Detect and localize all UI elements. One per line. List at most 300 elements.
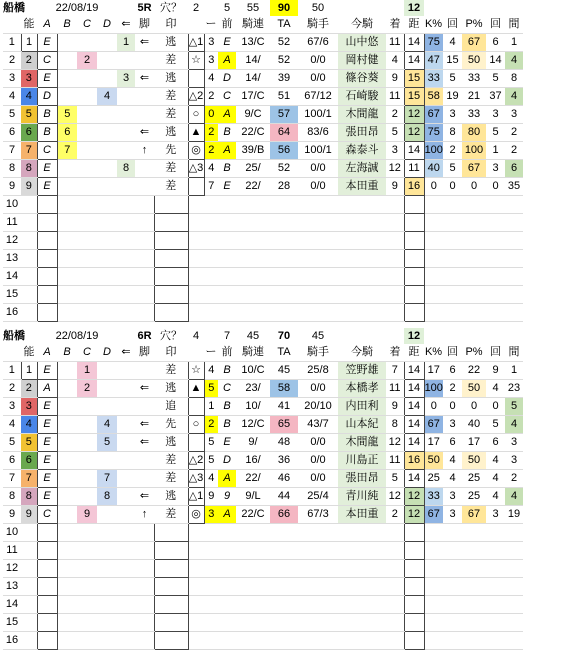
cell-kp[interactable]: 25 xyxy=(424,470,443,488)
cell[interactable] xyxy=(135,614,154,632)
cell-zen[interactable]: 9 xyxy=(218,488,236,506)
blank-cell[interactable] xyxy=(505,0,523,16)
cell-waku[interactable]: 4 xyxy=(21,88,37,106)
cell[interactable] xyxy=(486,542,505,560)
top-kyori[interactable]: 12 xyxy=(404,328,424,344)
column-header[interactable]: D xyxy=(97,16,117,34)
cell-no[interactable]: 9 xyxy=(3,178,21,196)
cell-kyaku[interactable]: 差 xyxy=(154,88,188,106)
cell-waku[interactable]: 8 xyxy=(21,160,37,178)
cell[interactable] xyxy=(404,196,424,214)
cell-no[interactable]: 5 xyxy=(3,106,21,124)
column-header[interactable]: C xyxy=(77,344,97,362)
cell-kyaku[interactable]: 差 xyxy=(154,52,188,70)
blank-cell[interactable] xyxy=(338,328,386,344)
cell[interactable] xyxy=(97,304,117,322)
cell-kan[interactable]: 2 xyxy=(505,142,523,160)
column-header[interactable]: 前 xyxy=(218,344,236,362)
cell[interactable] xyxy=(218,196,236,214)
cell-kishu[interactable]: 0/0 xyxy=(298,452,338,470)
column-header[interactable] xyxy=(188,16,204,34)
cell[interactable] xyxy=(462,524,486,542)
cell-kai2[interactable]: 37 xyxy=(486,88,505,106)
cell-no[interactable]: 8 xyxy=(3,160,21,178)
cell-kiren[interactable]: 10/ xyxy=(236,398,270,416)
cell-B[interactable] xyxy=(77,106,97,124)
cell[interactable] xyxy=(270,614,298,632)
cell-kiren[interactable]: 16/ xyxy=(236,452,270,470)
blank-cell[interactable] xyxy=(204,0,218,16)
cell[interactable] xyxy=(404,250,424,268)
cell[interactable] xyxy=(188,286,204,304)
cell-waku[interactable]: 6 xyxy=(21,452,37,470)
cell[interactable] xyxy=(298,560,338,578)
cell-kyori[interactable]: 14 xyxy=(404,362,424,380)
cell-no[interactable]: 8 xyxy=(3,488,21,506)
cell[interactable] xyxy=(97,214,117,232)
cell[interactable] xyxy=(462,596,486,614)
cell[interactable] xyxy=(236,250,270,268)
cell-kishu[interactable]: 43/7 xyxy=(298,416,338,434)
cell-pp[interactable]: 25 xyxy=(462,470,486,488)
cell[interactable] xyxy=(57,214,77,232)
cell-kan[interactable]: 6 xyxy=(505,160,523,178)
cell-arrow[interactable] xyxy=(135,88,154,106)
cell[interactable] xyxy=(218,268,236,286)
cell-kyori[interactable]: 14 xyxy=(404,52,424,70)
cell-kan[interactable]: 2 xyxy=(505,470,523,488)
cell[interactable] xyxy=(404,542,424,560)
cell-B[interactable] xyxy=(77,452,97,470)
cell[interactable] xyxy=(218,524,236,542)
cell[interactable] xyxy=(298,524,338,542)
cell[interactable] xyxy=(154,232,188,250)
column-header[interactable]: ⇐ xyxy=(117,16,135,34)
cell-no[interactable]: 6 xyxy=(3,124,21,142)
cell[interactable] xyxy=(117,542,135,560)
column-header[interactable]: 今騎 xyxy=(338,344,386,362)
cell[interactable] xyxy=(57,232,77,250)
cell[interactable] xyxy=(97,524,117,542)
cell-num[interactable]: 5 xyxy=(204,380,218,398)
cell-kai2[interactable]: 0 xyxy=(486,178,505,196)
cell-num[interactable]: 4 xyxy=(204,470,218,488)
cell-D[interactable] xyxy=(117,470,135,488)
cell-jockey[interactable]: 左海誠 xyxy=(338,160,386,178)
blank-cell[interactable] xyxy=(505,328,523,344)
cell-D[interactable] xyxy=(117,106,135,124)
cell-zen[interactable]: E xyxy=(218,434,236,452)
cell-kishu[interactable]: 0/0 xyxy=(298,178,338,196)
cell[interactable] xyxy=(443,250,462,268)
blank-cell[interactable] xyxy=(338,0,386,16)
cell-mark[interactable] xyxy=(188,70,204,88)
cell[interactable] xyxy=(97,578,117,596)
cell-mark[interactable]: △3 xyxy=(188,470,204,488)
cell[interactable] xyxy=(424,578,443,596)
cell-waku[interactable]: 9 xyxy=(21,178,37,196)
cell-B[interactable]: 9 xyxy=(77,506,97,524)
cell-kishu[interactable]: 83/6 xyxy=(298,124,338,142)
cell[interactable] xyxy=(21,214,37,232)
cell[interactable] xyxy=(204,232,218,250)
cell-B[interactable] xyxy=(77,88,97,106)
cell-no[interactable]: 2 xyxy=(3,52,21,70)
column-header[interactable]: C xyxy=(77,16,97,34)
cell[interactable] xyxy=(135,578,154,596)
cell[interactable] xyxy=(386,632,404,650)
row-number[interactable]: 12 xyxy=(3,232,21,250)
cell-kyori[interactable]: 14 xyxy=(404,434,424,452)
cell[interactable] xyxy=(154,632,188,650)
cell[interactable] xyxy=(37,614,57,632)
cell[interactable] xyxy=(204,614,218,632)
cell-A[interactable] xyxy=(57,70,77,88)
cell-nou[interactable]: B xyxy=(37,106,57,124)
cell[interactable] xyxy=(204,560,218,578)
cell[interactable] xyxy=(386,250,404,268)
cell-arrow[interactable]: ⇐ xyxy=(135,124,154,142)
cell-B[interactable] xyxy=(77,488,97,506)
cell[interactable] xyxy=(218,542,236,560)
column-header[interactable]: 騎連 xyxy=(236,344,270,362)
cell[interactable] xyxy=(443,196,462,214)
cell[interactable] xyxy=(37,232,57,250)
cell-kan[interactable]: 4 xyxy=(505,416,523,434)
cell-arrow[interactable]: ⇐ xyxy=(135,416,154,434)
cell-num[interactable]: 0 xyxy=(204,106,218,124)
row-number[interactable]: 14 xyxy=(3,596,21,614)
cell[interactable] xyxy=(135,196,154,214)
cell-chaku[interactable]: 11 xyxy=(386,380,404,398)
cell-zen[interactable]: B xyxy=(218,362,236,380)
column-header[interactable]: P% xyxy=(462,344,486,362)
cell[interactable] xyxy=(404,232,424,250)
cell-kai2[interactable]: 6 xyxy=(486,434,505,452)
cell-kai[interactable]: 5 xyxy=(443,160,462,178)
cell[interactable] xyxy=(505,304,523,322)
column-header[interactable]: 能 xyxy=(21,344,37,362)
cell-waku[interactable]: 5 xyxy=(21,106,37,124)
cell[interactable] xyxy=(218,596,236,614)
column-header[interactable]: 騎手 xyxy=(298,16,338,34)
row-number[interactable]: 11 xyxy=(3,214,21,232)
column-header[interactable]: 着 xyxy=(386,16,404,34)
ana-value-b[interactable]: 5 xyxy=(223,2,231,14)
cell-kyaku[interactable]: 差 xyxy=(154,106,188,124)
cell-B[interactable]: 2 xyxy=(77,380,97,398)
cell[interactable] xyxy=(386,614,404,632)
blank-cell[interactable] xyxy=(486,328,505,344)
cell[interactable] xyxy=(77,524,97,542)
cell-kai2[interactable]: 4 xyxy=(486,452,505,470)
cell[interactable] xyxy=(77,578,97,596)
cell[interactable] xyxy=(154,286,188,304)
cell[interactable] xyxy=(338,214,386,232)
cell-D[interactable] xyxy=(117,142,135,160)
top-kyori[interactable]: 12 xyxy=(404,0,424,16)
cell-chaku[interactable]: 9 xyxy=(386,178,404,196)
cell-kyaku[interactable]: 差 xyxy=(154,160,188,178)
cell-kishu[interactable]: 67/6 xyxy=(298,34,338,52)
cell-C[interactable] xyxy=(97,52,117,70)
cell-waku[interactable]: 9 xyxy=(21,506,37,524)
cell[interactable] xyxy=(443,578,462,596)
cell[interactable] xyxy=(117,268,135,286)
cell-kp[interactable]: 17 xyxy=(424,434,443,452)
cell-kiren[interactable]: 22/C xyxy=(236,506,270,524)
cell-waku[interactable]: 3 xyxy=(21,398,37,416)
cell[interactable] xyxy=(218,304,236,322)
cell[interactable] xyxy=(37,250,57,268)
cell[interactable] xyxy=(117,578,135,596)
cell-num[interactable]: 9 xyxy=(204,488,218,506)
cell-jockey[interactable]: 森泰斗 xyxy=(338,142,386,160)
cell[interactable] xyxy=(443,614,462,632)
cell-C[interactable] xyxy=(97,380,117,398)
cell-zen[interactable]: B xyxy=(218,160,236,178)
row-number[interactable]: 11 xyxy=(3,542,21,560)
cell[interactable] xyxy=(236,232,270,250)
cell-waku[interactable]: 1 xyxy=(21,362,37,380)
cell-D[interactable] xyxy=(117,380,135,398)
cell[interactable] xyxy=(57,596,77,614)
cell-zen[interactable]: E xyxy=(218,178,236,196)
cell-jockey[interactable]: 張田昂 xyxy=(338,470,386,488)
cell[interactable] xyxy=(486,214,505,232)
cell-A[interactable]: 7 xyxy=(57,142,77,160)
cell[interactable] xyxy=(117,232,135,250)
cell-kishu[interactable]: 0/0 xyxy=(298,52,338,70)
cell-kyaku[interactable]: 差 xyxy=(154,362,188,380)
cell-chaku[interactable]: 12 xyxy=(386,434,404,452)
cell-no[interactable]: 7 xyxy=(3,470,21,488)
cell-kai[interactable]: 0 xyxy=(443,178,462,196)
cell[interactable] xyxy=(204,214,218,232)
cell[interactable] xyxy=(37,560,57,578)
cell-D[interactable]: 3 xyxy=(117,70,135,88)
cell[interactable] xyxy=(117,286,135,304)
cell-C[interactable] xyxy=(97,70,117,88)
cell-waku[interactable]: 4 xyxy=(21,416,37,434)
cell[interactable] xyxy=(37,286,57,304)
cell[interactable] xyxy=(204,286,218,304)
cell-no[interactable]: 4 xyxy=(3,416,21,434)
cell[interactable] xyxy=(443,596,462,614)
cell[interactable] xyxy=(270,560,298,578)
cell-arrow[interactable]: ↑ xyxy=(135,142,154,160)
column-header[interactable]: 着 xyxy=(386,344,404,362)
cell-C[interactable] xyxy=(97,142,117,160)
cell-kai2[interactable]: 5 xyxy=(486,124,505,142)
cell[interactable] xyxy=(486,632,505,650)
cell-nou[interactable]: E xyxy=(37,488,57,506)
cell-jockey[interactable]: 笠野雄 xyxy=(338,362,386,380)
cell[interactable] xyxy=(462,232,486,250)
cell[interactable] xyxy=(204,632,218,650)
cell[interactable] xyxy=(135,304,154,322)
cell-pp[interactable]: 67 xyxy=(462,506,486,524)
column-header[interactable]: 回 xyxy=(443,16,462,34)
cell-kiren[interactable]: 9/C xyxy=(236,106,270,124)
row-number[interactable]: 10 xyxy=(3,196,21,214)
cell-zen[interactable]: A xyxy=(218,506,236,524)
cell-B[interactable] xyxy=(77,178,97,196)
cell[interactable] xyxy=(443,632,462,650)
cell[interactable] xyxy=(424,614,443,632)
cell-pp[interactable]: 33 xyxy=(462,106,486,124)
cell-kan[interactable]: 35 xyxy=(505,178,523,196)
cell[interactable] xyxy=(404,304,424,322)
cell-ta[interactable]: 58 xyxy=(270,380,298,398)
top-value-3[interactable]: 45 xyxy=(311,330,325,342)
cell[interactable] xyxy=(424,560,443,578)
cell-C[interactable]: 8 xyxy=(97,488,117,506)
cell-zen[interactable]: A xyxy=(218,52,236,70)
cell[interactable] xyxy=(21,524,37,542)
cell[interactable] xyxy=(236,596,270,614)
race-number[interactable]: 5R xyxy=(137,2,152,14)
race-date[interactable]: 22/08/19 xyxy=(55,330,99,342)
cell-D[interactable] xyxy=(117,124,135,142)
cell[interactable] xyxy=(37,578,57,596)
cell-B[interactable] xyxy=(77,34,97,52)
cell[interactable] xyxy=(404,632,424,650)
row-number[interactable]: 15 xyxy=(3,286,21,304)
cell[interactable] xyxy=(424,286,443,304)
blank-cell[interactable] xyxy=(462,328,486,344)
cell[interactable] xyxy=(77,232,97,250)
cell[interactable] xyxy=(386,232,404,250)
cell-kai[interactable]: 4 xyxy=(443,34,462,52)
cell-kan[interactable]: 3 xyxy=(505,452,523,470)
cell-kai[interactable]: 2 xyxy=(443,142,462,160)
cell[interactable] xyxy=(77,250,97,268)
cell-A[interactable] xyxy=(57,362,77,380)
cell[interactable] xyxy=(236,524,270,542)
column-header[interactable]: A xyxy=(37,344,57,362)
cell-no[interactable]: 4 xyxy=(3,88,21,106)
cell[interactable] xyxy=(218,250,236,268)
cell[interactable] xyxy=(154,250,188,268)
cell[interactable] xyxy=(188,232,204,250)
cell[interactable] xyxy=(404,596,424,614)
cell-kishu[interactable]: 0/0 xyxy=(298,470,338,488)
cell[interactable] xyxy=(462,632,486,650)
cell[interactable] xyxy=(404,560,424,578)
cell-kai[interactable]: 3 xyxy=(443,106,462,124)
cell-kishu[interactable]: 67/3 xyxy=(298,506,338,524)
column-header[interactable]: K% xyxy=(424,16,443,34)
cell[interactable] xyxy=(270,596,298,614)
cell-zen[interactable]: C xyxy=(218,380,236,398)
cell[interactable] xyxy=(204,542,218,560)
cell-zen[interactable]: D xyxy=(218,70,236,88)
cell[interactable] xyxy=(188,542,204,560)
cell-waku[interactable]: 8 xyxy=(21,488,37,506)
cell-C[interactable] xyxy=(97,34,117,52)
cell-ta[interactable]: 64 xyxy=(270,124,298,142)
row-number[interactable]: 12 xyxy=(3,560,21,578)
row-number[interactable]: 16 xyxy=(3,304,21,322)
cell-jockey[interactable]: 山本紀 xyxy=(338,416,386,434)
cell-zen[interactable]: B xyxy=(218,416,236,434)
cell-kiren[interactable]: 25/ xyxy=(236,160,270,178)
cell-ta[interactable]: 28 xyxy=(270,178,298,196)
cell[interactable] xyxy=(154,596,188,614)
cell[interactable] xyxy=(386,578,404,596)
cell[interactable] xyxy=(386,596,404,614)
cell[interactable] xyxy=(404,286,424,304)
cell[interactable] xyxy=(505,286,523,304)
cell-D[interactable] xyxy=(117,178,135,196)
cell-kai[interactable]: 0 xyxy=(443,398,462,416)
cell-nou[interactable]: E xyxy=(37,34,57,52)
cell[interactable] xyxy=(298,250,338,268)
cell[interactable] xyxy=(77,268,97,286)
cell[interactable] xyxy=(505,596,523,614)
column-header[interactable]: B xyxy=(57,344,77,362)
cell[interactable] xyxy=(486,286,505,304)
cell-jockey[interactable]: 本田重 xyxy=(338,178,386,196)
cell[interactable] xyxy=(21,196,37,214)
cell-kyaku[interactable]: 逃 xyxy=(154,34,188,52)
cell[interactable] xyxy=(57,286,77,304)
column-header[interactable]: TA xyxy=(270,16,298,34)
blank-cell[interactable] xyxy=(443,0,462,16)
cell-waku[interactable]: 7 xyxy=(21,470,37,488)
blank-cell[interactable] xyxy=(204,328,218,344)
cell-nou[interactable]: E xyxy=(37,178,57,196)
cell-kai[interactable]: 3 xyxy=(443,416,462,434)
cell[interactable] xyxy=(21,268,37,286)
cell[interactable] xyxy=(505,614,523,632)
cell-pp[interactable]: 67 xyxy=(462,160,486,178)
cell-jockey[interactable]: 木間龍 xyxy=(338,434,386,452)
cell-nou[interactable]: E xyxy=(37,470,57,488)
cell-kiren[interactable]: 12/C xyxy=(236,416,270,434)
cell[interactable] xyxy=(443,214,462,232)
cell-C[interactable] xyxy=(97,506,117,524)
cell-kp[interactable]: 33 xyxy=(424,488,443,506)
blank-cell[interactable] xyxy=(424,328,443,344)
cell[interactable] xyxy=(338,524,386,542)
cell[interactable] xyxy=(117,304,135,322)
cell-mark[interactable]: ◎ xyxy=(188,142,204,160)
cell-nou[interactable]: B xyxy=(37,124,57,142)
cell[interactable] xyxy=(338,596,386,614)
cell-nou[interactable]: E xyxy=(37,452,57,470)
cell-kishu[interactable]: 100/1 xyxy=(298,142,338,160)
cell[interactable] xyxy=(188,268,204,286)
cell-A[interactable] xyxy=(57,160,77,178)
cell[interactable] xyxy=(135,286,154,304)
cell[interactable] xyxy=(21,614,37,632)
cell[interactable] xyxy=(117,250,135,268)
cell-jockey[interactable]: 山中悠 xyxy=(338,34,386,52)
cell-mark[interactable]: ○ xyxy=(188,416,204,434)
cell[interactable] xyxy=(298,542,338,560)
cell-mark[interactable] xyxy=(188,434,204,452)
cell-kan[interactable]: 3 xyxy=(505,434,523,452)
column-header[interactable]: 間 xyxy=(505,16,523,34)
cell-num[interactable]: 5 xyxy=(204,452,218,470)
cell-pp[interactable]: 67 xyxy=(462,34,486,52)
cell[interactable] xyxy=(338,268,386,286)
cell-jockey[interactable]: 内田利 xyxy=(338,398,386,416)
cell-C[interactable] xyxy=(97,124,117,142)
cell-num[interactable]: 5 xyxy=(204,434,218,452)
